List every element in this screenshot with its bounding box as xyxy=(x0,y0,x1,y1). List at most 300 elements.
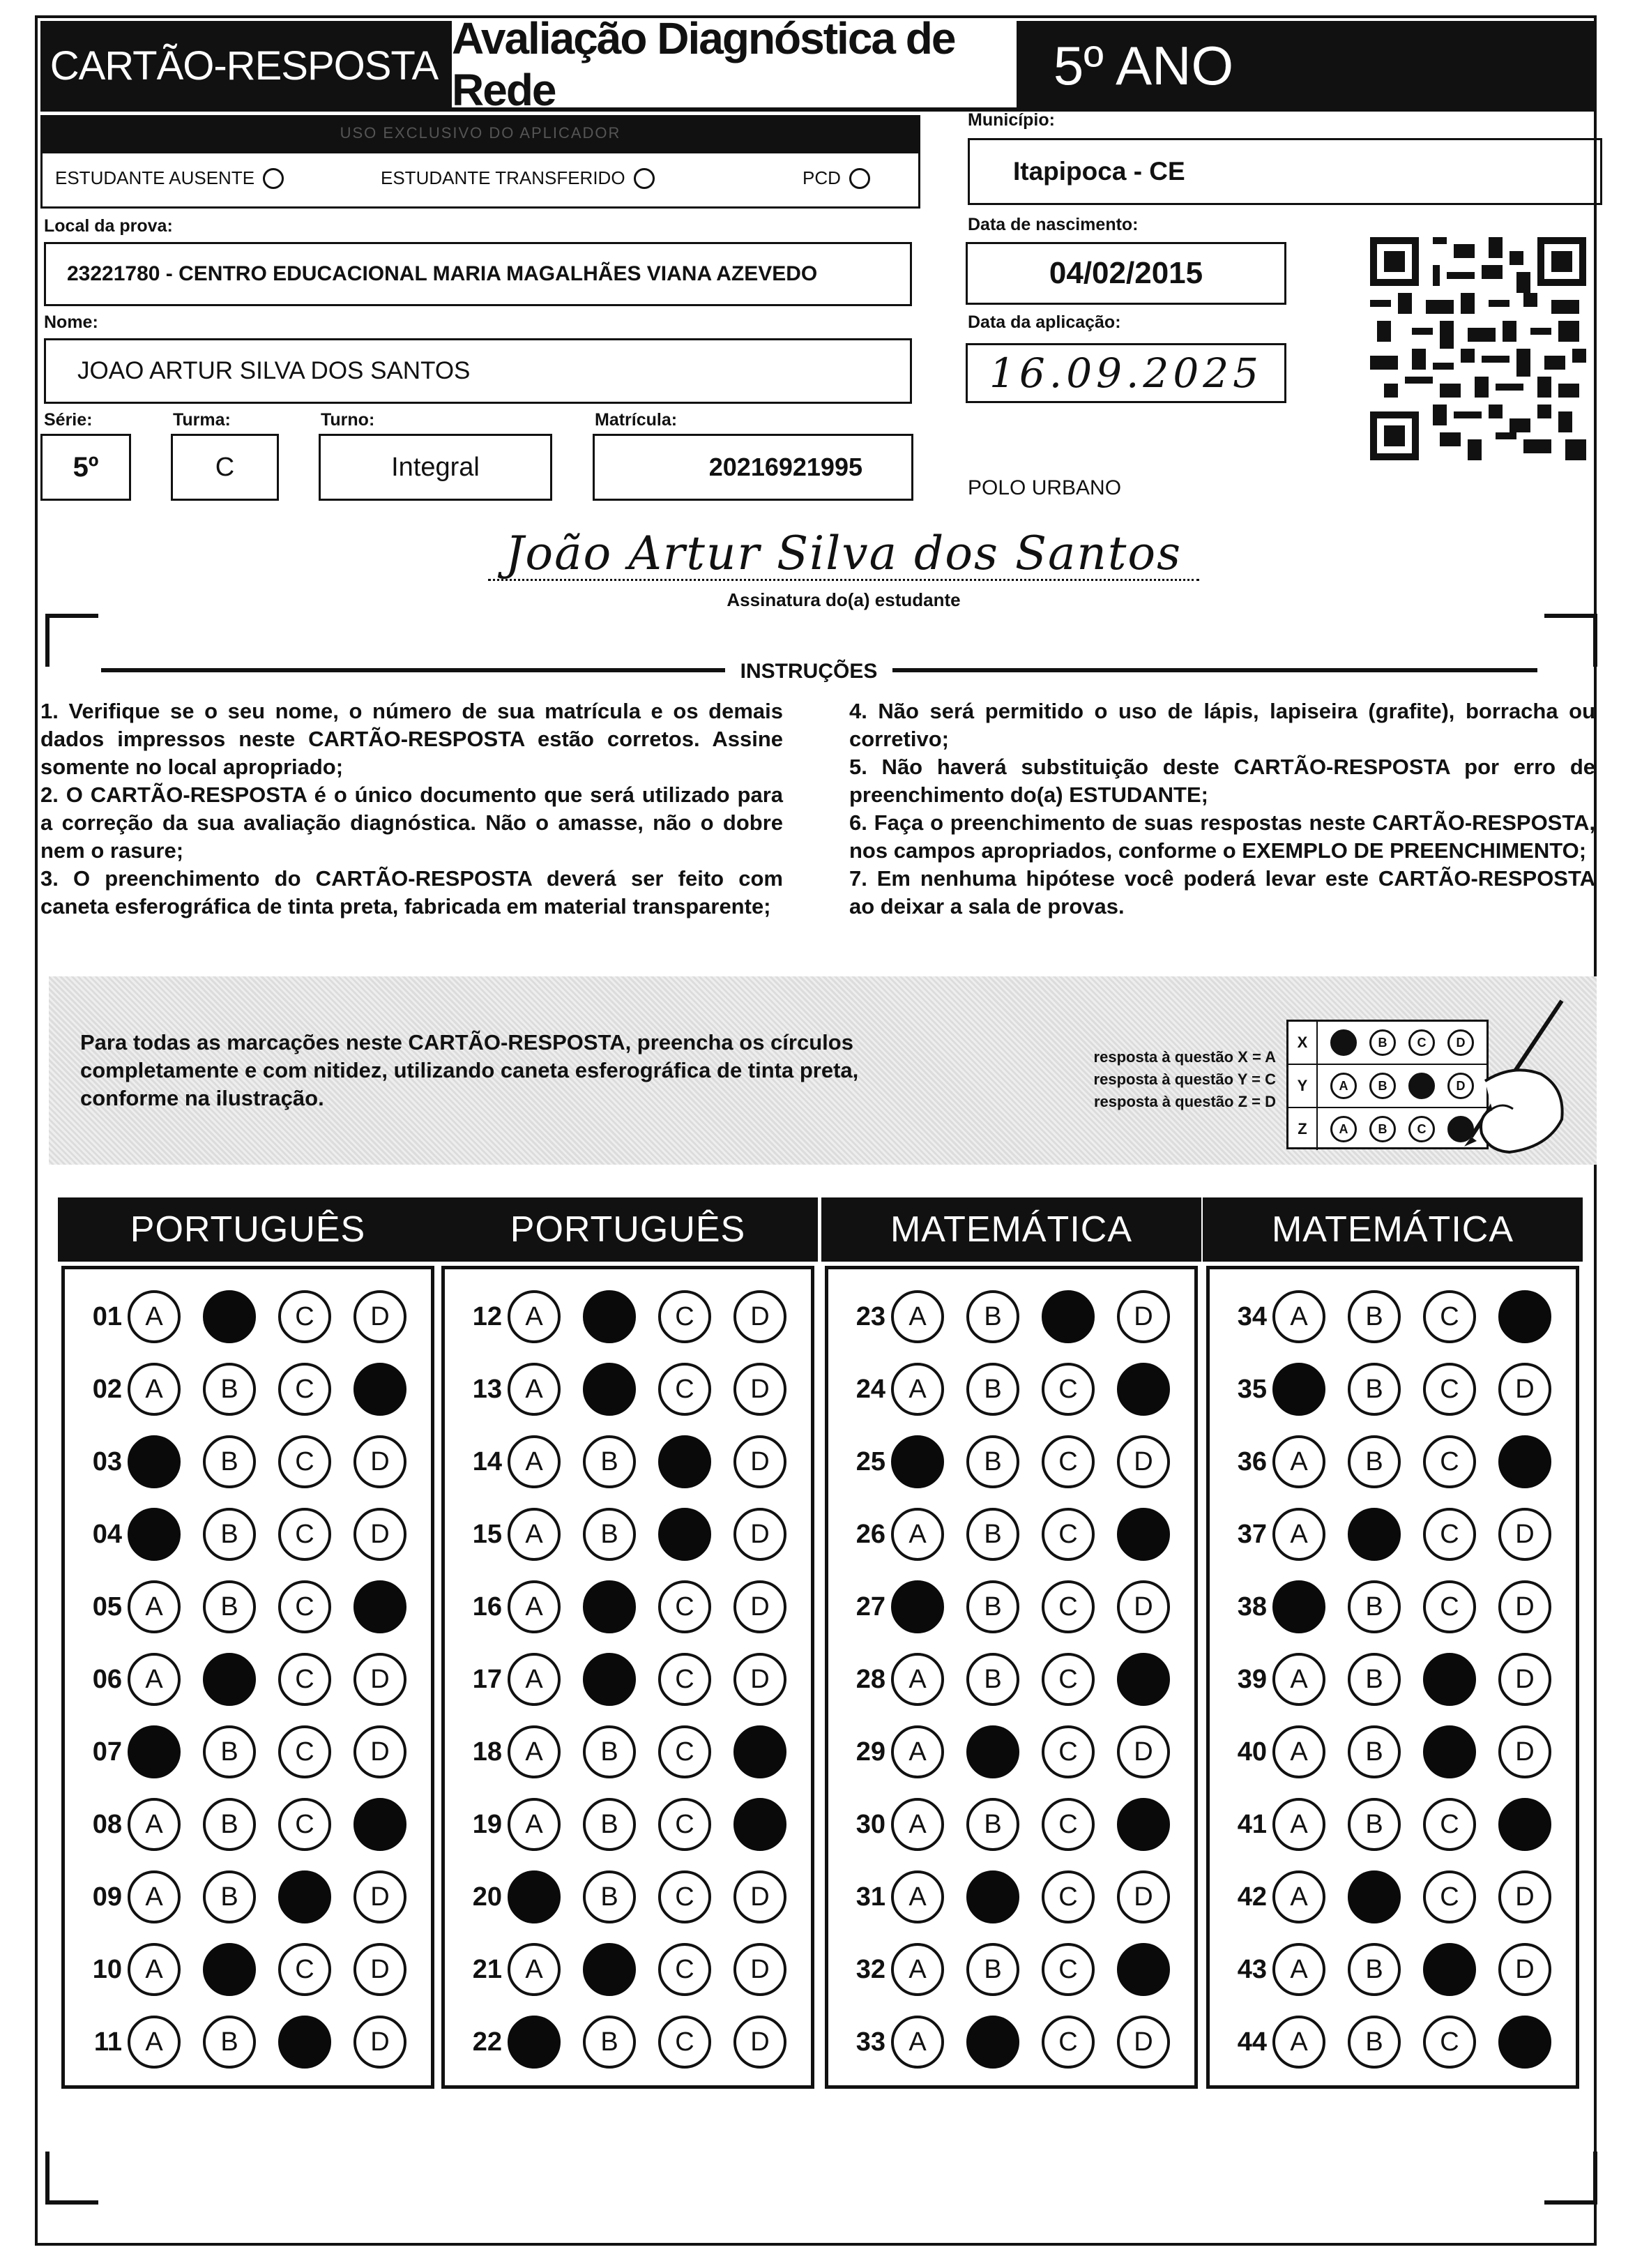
answer-bubble[interactable]: C xyxy=(1042,1508,1095,1561)
question-number: 12 xyxy=(472,1301,502,1331)
answer-column xyxy=(825,1266,1198,2089)
answer-bubble[interactable]: D xyxy=(733,1653,786,1706)
answer-bubble[interactable]: D xyxy=(1117,1580,1170,1633)
answer-bubble[interactable]: D xyxy=(1117,1725,1170,1778)
answer-bubble[interactable]: C xyxy=(278,1508,331,1561)
answer-bubble[interactable]: C xyxy=(278,1653,331,1706)
answer-bubble[interactable]: C xyxy=(1423,1580,1476,1633)
question-number: 20 xyxy=(472,1882,502,1912)
signature-area[interactable] xyxy=(488,517,1199,580)
answer-bubble-filled[interactable] xyxy=(658,1435,711,1488)
question-number: 15 xyxy=(472,1519,502,1549)
answer-bubble-filled[interactable] xyxy=(1423,1653,1476,1706)
question-number: 24 xyxy=(855,1374,885,1404)
exam-title: Avaliação Diagnóstica de Rede xyxy=(452,21,1017,107)
answer-bubble[interactable]: B xyxy=(966,1435,1019,1488)
enrollment-label: Matrícula: xyxy=(595,410,678,430)
subject-header: PORTUGUÊS xyxy=(438,1197,818,1262)
answer-bubble[interactable]: B xyxy=(966,1508,1019,1561)
question-number: 42 xyxy=(1237,1882,1267,1912)
transferred-radio[interactable] xyxy=(634,168,655,189)
answer-bubble[interactable]: D xyxy=(1498,1580,1551,1633)
answer-bubble[interactable]: A xyxy=(891,1653,944,1706)
question-number: 13 xyxy=(472,1374,502,1404)
answer-bubble[interactable]: D xyxy=(353,1725,406,1778)
answer-bubble[interactable]: B xyxy=(1348,1725,1401,1778)
answer-bubble[interactable]: A xyxy=(508,1435,561,1488)
question-number: 30 xyxy=(855,1809,885,1839)
example-row-label: X xyxy=(1288,1022,1318,1064)
answer-bubble[interactable]: B xyxy=(1348,1943,1401,1996)
subject-header: MATEMÁTICA xyxy=(1203,1197,1583,1262)
birth-date-value: 04/02/2015 xyxy=(1049,256,1203,290)
question-number: 39 xyxy=(1237,1664,1267,1694)
answer-bubble[interactable]: C xyxy=(1042,1653,1095,1706)
answer-bubble-filled[interactable] xyxy=(278,2016,331,2069)
question-row xyxy=(835,1798,1192,1851)
instruction-4: 4. Não será permitido o uso de lápis, lapiseira (grafite), borracha ou corretivo; xyxy=(849,699,1595,751)
example-bubble xyxy=(1330,1029,1357,1056)
answer-bubble-filled[interactable] xyxy=(583,1580,636,1633)
question-row xyxy=(835,1580,1192,1633)
instructions-title: INSTRUÇÕES xyxy=(725,660,892,683)
example-legend-z: resposta à questão Z = D xyxy=(1093,1093,1276,1110)
question-number: 08 xyxy=(92,1809,122,1839)
class-value: C xyxy=(215,452,235,482)
answer-bubble-filled[interactable] xyxy=(583,1290,636,1343)
answer-bubble[interactable]: A xyxy=(891,1508,944,1561)
example-bubble xyxy=(1408,1073,1435,1099)
answer-bubble[interactable]: C xyxy=(1423,1435,1476,1488)
answer-bubble[interactable]: B xyxy=(1348,2016,1401,2069)
answer-bubble[interactable]: D xyxy=(1498,1943,1551,1996)
answer-bubble-filled[interactable] xyxy=(1117,1798,1170,1851)
answer-bubble-filled[interactable] xyxy=(583,1653,636,1706)
answer-bubble-filled[interactable] xyxy=(128,1508,181,1561)
instructions-right xyxy=(849,697,1595,921)
question-number: 01 xyxy=(92,1301,122,1331)
answer-bubble[interactable]: B xyxy=(966,1290,1019,1343)
polo-label: POLO URBANO xyxy=(968,476,1122,499)
corner-mark-bottom-left xyxy=(45,2152,98,2205)
question-row xyxy=(452,1943,809,1996)
answer-bubble-filled[interactable] xyxy=(583,1363,636,1416)
pcd-option[interactable] xyxy=(803,167,870,189)
answer-bubble[interactable]: C xyxy=(278,1725,331,1778)
answer-bubble[interactable]: B xyxy=(1348,1290,1401,1343)
answer-bubble[interactable]: A xyxy=(508,1653,561,1706)
answer-bubble-filled[interactable] xyxy=(1348,1870,1401,1923)
answer-bubble[interactable]: C xyxy=(1423,1798,1476,1851)
answer-bubble[interactable]: C xyxy=(658,1870,711,1923)
question-row xyxy=(1217,1435,1574,1488)
answer-bubble[interactable]: B xyxy=(583,1508,636,1561)
question-row xyxy=(452,1870,809,1923)
answer-bubble[interactable]: C xyxy=(1042,1435,1095,1488)
answer-bubble-filled[interactable] xyxy=(966,2016,1019,2069)
question-row xyxy=(1217,1508,1574,1561)
hand-pen-icon xyxy=(1443,997,1569,1158)
birth-date-field xyxy=(966,242,1286,305)
transferred-option[interactable] xyxy=(381,167,655,189)
question-number: 29 xyxy=(855,1737,885,1767)
answer-bubble[interactable]: B xyxy=(583,1870,636,1923)
answer-bubble[interactable]: A xyxy=(891,1725,944,1778)
question-row xyxy=(1217,1798,1574,1851)
name-label: Nome: xyxy=(44,312,98,332)
answer-bubble[interactable]: D xyxy=(1498,1508,1551,1561)
question-number: 05 xyxy=(92,1592,122,1621)
question-row xyxy=(835,1363,1192,1416)
answer-bubble[interactable]: A xyxy=(891,1943,944,1996)
answer-bubble-filled[interactable] xyxy=(966,1725,1019,1778)
question-number: 17 xyxy=(472,1664,502,1694)
answer-bubble[interactable]: A xyxy=(508,1290,561,1343)
absent-radio[interactable] xyxy=(263,168,284,189)
answer-bubble[interactable]: C xyxy=(658,1653,711,1706)
question-row xyxy=(452,2016,809,2069)
question-number: 19 xyxy=(472,1809,502,1839)
answer-bubble[interactable]: D xyxy=(353,1508,406,1561)
question-row xyxy=(72,1798,429,1851)
answer-bubble[interactable]: C xyxy=(1423,1870,1476,1923)
answer-bubble[interactable]: A xyxy=(128,1580,181,1633)
answer-bubble[interactable]: A xyxy=(1272,1508,1325,1561)
question-number: 21 xyxy=(472,1954,502,1984)
instruction-6: 6. Faça o preenchimento de suas respostas neste CARTÃO-RESPOSTA, nos campos apropriados, conforme o EXEMPLO DE PREENCHIMENTO; xyxy=(849,810,1595,863)
answer-bubble[interactable]: C xyxy=(658,2016,711,2069)
handwritten-signature: João Artur Silva dos Santos xyxy=(505,527,1182,580)
answer-bubble[interactable]: A xyxy=(128,1870,181,1923)
answer-bubble-filled[interactable] xyxy=(1498,1435,1551,1488)
answer-bubble[interactable]: A xyxy=(1272,1798,1325,1851)
example-bubble: B xyxy=(1369,1029,1396,1056)
question-number: 16 xyxy=(472,1592,502,1621)
answer-bubble-filled[interactable] xyxy=(1423,1725,1476,1778)
answer-bubble[interactable]: B xyxy=(1348,1653,1401,1706)
pcd-radio[interactable] xyxy=(849,168,870,189)
answer-bubble-filled[interactable] xyxy=(966,1870,1019,1923)
answer-bubble-filled[interactable] xyxy=(128,1725,181,1778)
example-legend-y: resposta à questão Y = C xyxy=(1093,1071,1276,1088)
question-row xyxy=(72,1580,429,1633)
answer-bubble[interactable]: D xyxy=(353,1943,406,1996)
answer-bubble[interactable]: B xyxy=(203,1870,256,1923)
example-bubble: B xyxy=(1369,1073,1396,1099)
answer-bubble[interactable]: D xyxy=(1117,1435,1170,1488)
example-legend xyxy=(1018,1046,1276,1113)
applicator-status-box xyxy=(40,151,920,209)
answer-bubble-filled[interactable] xyxy=(353,1798,406,1851)
answer-bubble[interactable]: A xyxy=(1272,1290,1325,1343)
answer-bubble[interactable]: C xyxy=(1042,1580,1095,1633)
answer-bubble[interactable]: D xyxy=(1117,1870,1170,1923)
answer-column xyxy=(1206,1266,1579,2089)
answer-bubble[interactable]: D xyxy=(353,1653,406,1706)
answer-bubble-filled[interactable] xyxy=(203,1290,256,1343)
question-row xyxy=(452,1435,809,1488)
answer-bubble[interactable]: D xyxy=(353,2016,406,2069)
answer-bubble-filled[interactable] xyxy=(1042,1290,1095,1343)
question-number: 41 xyxy=(1237,1809,1267,1839)
answer-column xyxy=(441,1266,814,2089)
answer-bubble[interactable]: D xyxy=(1117,2016,1170,2069)
instruction-7: 7. Em nenhuma hipótese você poderá levar este CARTÃO-RESPOSTA ao deixar a sala de provas. xyxy=(849,866,1595,918)
question-row xyxy=(72,1290,429,1343)
answer-bubble-filled[interactable] xyxy=(353,1363,406,1416)
answer-bubble-filled[interactable] xyxy=(1117,1653,1170,1706)
answer-bubble-filled[interactable] xyxy=(1348,1508,1401,1561)
answer-bubble-filled[interactable] xyxy=(353,1580,406,1633)
absent-option[interactable] xyxy=(55,167,284,189)
name-field xyxy=(44,338,912,404)
answer-bubble[interactable]: A xyxy=(128,1290,181,1343)
answer-bubble[interactable]: C xyxy=(278,1363,331,1416)
answer-bubble-filled[interactable] xyxy=(203,1943,256,1996)
answer-bubble[interactable]: B xyxy=(203,1725,256,1778)
answer-bubble-filled[interactable] xyxy=(583,1943,636,1996)
shift-field xyxy=(319,434,552,501)
answer-bubble-filled[interactable] xyxy=(1117,1943,1170,1996)
answer-bubble-filled[interactable] xyxy=(1272,1580,1325,1633)
answer-bubble[interactable]: A xyxy=(891,1798,944,1851)
question-row xyxy=(1217,1943,1574,1996)
answer-bubble-filled[interactable] xyxy=(1498,1290,1551,1343)
grade-title: 5º ANO xyxy=(1053,34,1234,96)
answer-bubble-filled[interactable] xyxy=(1272,1363,1325,1416)
answer-bubble[interactable]: D xyxy=(1498,1725,1551,1778)
answer-bubble[interactable]: C xyxy=(658,1363,711,1416)
answer-bubble[interactable]: A xyxy=(1272,1653,1325,1706)
question-row xyxy=(1217,2016,1574,2069)
answer-bubble-filled[interactable] xyxy=(1498,1798,1551,1851)
answer-bubble[interactable]: C xyxy=(278,1435,331,1488)
transferred-label: ESTUDANTE TRANSFERIDO xyxy=(381,167,625,188)
answer-bubble[interactable]: B xyxy=(203,1435,256,1488)
answer-bubble[interactable]: C xyxy=(658,1290,711,1343)
answer-bubble[interactable]: C xyxy=(1042,1798,1095,1851)
answer-bubble[interactable]: A xyxy=(508,1943,561,1996)
question-number: 09 xyxy=(92,1882,122,1912)
question-row xyxy=(452,1580,809,1633)
signature-line xyxy=(488,579,1199,581)
answer-bubble[interactable]: A xyxy=(128,1798,181,1851)
answer-bubble[interactable]: C xyxy=(1042,1870,1095,1923)
answer-bubble[interactable]: B xyxy=(1348,1798,1401,1851)
answer-bubble[interactable]: D xyxy=(1498,1653,1551,1706)
answer-bubble-filled[interactable] xyxy=(891,1580,944,1633)
answer-bubble-filled[interactable] xyxy=(1498,2016,1551,2069)
question-number: 23 xyxy=(855,1301,885,1331)
answer-bubble[interactable]: B xyxy=(583,1435,636,1488)
question-number: 06 xyxy=(92,1664,122,1694)
question-number: 11 xyxy=(93,2027,122,2057)
answer-bubble[interactable]: B xyxy=(966,1798,1019,1851)
answer-bubble[interactable]: A xyxy=(891,1870,944,1923)
answer-bubble-filled[interactable] xyxy=(658,1508,711,1561)
answer-bubble-filled[interactable] xyxy=(733,1725,786,1778)
answer-bubble[interactable]: C xyxy=(278,1580,331,1633)
answer-column xyxy=(61,1266,434,2089)
question-row xyxy=(452,1798,809,1851)
answer-bubble-filled[interactable] xyxy=(508,1870,561,1923)
answer-bubble[interactable]: A xyxy=(1272,1943,1325,1996)
answer-bubble[interactable]: C xyxy=(1423,1290,1476,1343)
answer-bubble[interactable]: A xyxy=(891,1290,944,1343)
question-number: 02 xyxy=(92,1374,122,1404)
question-number: 10 xyxy=(92,1954,122,1984)
answer-bubble[interactable]: D xyxy=(733,1580,786,1633)
answer-bubble[interactable]: C xyxy=(1042,1363,1095,1416)
answer-bubble[interactable]: C xyxy=(658,1798,711,1851)
answer-bubble[interactable]: C xyxy=(1423,1363,1476,1416)
answer-bubble-filled[interactable] xyxy=(733,1798,786,1851)
corner-mark-bottom-right xyxy=(1544,2152,1597,2205)
pcd-label: PCD xyxy=(803,167,841,188)
answer-bubble-filled[interactable] xyxy=(891,1435,944,1488)
question-row xyxy=(72,1363,429,1416)
answer-bubble-filled[interactable] xyxy=(203,1653,256,1706)
answer-bubble[interactable]: A xyxy=(128,1363,181,1416)
question-number: 25 xyxy=(855,1446,885,1476)
answer-bubble[interactable]: C xyxy=(278,1943,331,1996)
answer-bubble[interactable]: D xyxy=(733,1508,786,1561)
signature-label: Assinatura do(a) estudante xyxy=(727,589,961,610)
answer-bubble[interactable]: A xyxy=(891,1363,944,1416)
instruction-1: 1. Verifique se o seu nome, o número de sua matrícula e os demais dados impressos neste CARTÃO-RESPOSTA estão corretos. Assine somente no local apropriado; xyxy=(40,699,783,779)
question-number: 22 xyxy=(472,2027,502,2057)
answer-bubble[interactable]: C xyxy=(1042,1725,1095,1778)
answer-bubble[interactable]: D xyxy=(733,2016,786,2069)
answer-bubble[interactable]: D xyxy=(733,1943,786,1996)
enrollment-field xyxy=(593,434,913,501)
instructions-left xyxy=(40,697,783,921)
example-bubble: A xyxy=(1330,1116,1357,1142)
answer-bubble[interactable]: D xyxy=(733,1435,786,1488)
answer-bubble[interactable]: C xyxy=(1423,2016,1476,2069)
answer-bubble[interactable]: D xyxy=(733,1870,786,1923)
answer-bubble[interactable]: B xyxy=(203,1580,256,1633)
answer-bubble-filled[interactable] xyxy=(128,1435,181,1488)
answer-bubble[interactable]: A xyxy=(128,1653,181,1706)
question-row xyxy=(72,1435,429,1488)
answer-bubble[interactable]: A xyxy=(1272,2016,1325,2069)
question-row xyxy=(835,1725,1192,1778)
question-number: 33 xyxy=(855,2027,885,2057)
question-number: 03 xyxy=(92,1446,122,1476)
answer-bubble[interactable]: B xyxy=(583,1725,636,1778)
answer-bubble[interactable]: A xyxy=(508,1508,561,1561)
answer-bubble[interactable]: C xyxy=(1042,1943,1095,1996)
question-number: 34 xyxy=(1237,1301,1267,1331)
answer-bubble[interactable]: B xyxy=(203,1798,256,1851)
answer-bubble[interactable]: C xyxy=(1042,2016,1095,2069)
answer-bubble[interactable]: A xyxy=(128,1943,181,1996)
question-row xyxy=(1217,1870,1574,1923)
question-row xyxy=(835,1290,1192,1343)
answer-bubble[interactable]: B xyxy=(583,2016,636,2069)
answer-bubble-filled[interactable] xyxy=(1117,1508,1170,1561)
answer-bubble[interactable]: C xyxy=(278,1798,331,1851)
answer-bubble[interactable]: B xyxy=(203,2016,256,2069)
application-date-label: Data da aplicação: xyxy=(968,312,1121,332)
answer-bubble[interactable]: A xyxy=(508,1363,561,1416)
municipality-field xyxy=(968,138,1602,205)
answer-bubble[interactable]: C xyxy=(278,1290,331,1343)
answer-bubble[interactable]: B xyxy=(1348,1580,1401,1633)
answer-bubble-filled[interactable] xyxy=(278,1870,331,1923)
question-number: 44 xyxy=(1237,2027,1267,2057)
example-bubble: D xyxy=(1447,1029,1474,1056)
question-number: 36 xyxy=(1237,1446,1267,1476)
question-row xyxy=(452,1508,809,1561)
subject-header: PORTUGUÊS xyxy=(58,1197,438,1262)
answer-bubble[interactable]: D xyxy=(1498,1363,1551,1416)
answer-bubble[interactable]: A xyxy=(508,1798,561,1851)
answer-bubble[interactable]: A xyxy=(891,2016,944,2069)
question-number: 32 xyxy=(855,1954,885,1984)
question-number: 43 xyxy=(1237,1954,1267,1984)
answer-bubble[interactable]: C xyxy=(1423,1508,1476,1561)
example-row-label: Z xyxy=(1288,1108,1318,1150)
answer-bubble[interactable]: C xyxy=(658,1580,711,1633)
name-value: JOAO ARTUR SILVA DOS SANTOS xyxy=(77,357,471,384)
answer-bubble-filled[interactable] xyxy=(508,2016,561,2069)
absent-label: ESTUDANTE AUSENTE xyxy=(55,167,255,188)
answer-bubble[interactable]: B xyxy=(966,1580,1019,1633)
answer-bubble[interactable]: B xyxy=(1348,1435,1401,1488)
answer-bubble[interactable]: A xyxy=(508,1725,561,1778)
answer-bubble[interactable]: D xyxy=(353,1290,406,1343)
question-row xyxy=(452,1363,809,1416)
answer-bubble[interactable]: D xyxy=(1498,1870,1551,1923)
example-bubble: A xyxy=(1330,1073,1357,1099)
question-row xyxy=(1217,1653,1574,1706)
question-row xyxy=(1217,1580,1574,1633)
example-legend-x: resposta à questão X = A xyxy=(1093,1048,1276,1066)
question-number: 28 xyxy=(855,1664,885,1694)
answer-bubble[interactable]: A xyxy=(1272,1870,1325,1923)
example-text: Para todas as marcações neste CARTÃO-RESPOSTA, preencha os círculos completamente e com nitidez, utilizando caneta esferográfica de tinta preta, conforme na ilustração. xyxy=(80,1030,859,1110)
answer-bubble[interactable]: B xyxy=(966,1363,1019,1416)
answer-bubble[interactable]: D xyxy=(353,1435,406,1488)
answer-bubble[interactable]: B xyxy=(203,1363,256,1416)
answer-bubble[interactable]: D xyxy=(733,1290,786,1343)
answer-bubble[interactable]: A xyxy=(1272,1435,1325,1488)
answer-bubble[interactable]: B xyxy=(583,1798,636,1851)
answer-bubble[interactable]: D xyxy=(733,1363,786,1416)
answer-bubble-filled[interactable] xyxy=(1117,1363,1170,1416)
answer-bubble[interactable]: B xyxy=(1348,1363,1401,1416)
answer-bubble[interactable]: A xyxy=(508,1580,561,1633)
answer-bubble[interactable]: C xyxy=(658,1943,711,1996)
answer-bubble[interactable]: C xyxy=(658,1725,711,1778)
answer-bubble-filled[interactable] xyxy=(1423,1943,1476,1996)
answer-bubble[interactable]: B xyxy=(966,1653,1019,1706)
example-bubble: B xyxy=(1369,1116,1396,1142)
question-row xyxy=(72,1943,429,1996)
answer-bubble[interactable]: D xyxy=(1117,1290,1170,1343)
application-date-field[interactable] xyxy=(966,343,1286,403)
answer-bubble[interactable]: B xyxy=(966,1943,1019,1996)
answer-bubble[interactable]: A xyxy=(1272,1725,1325,1778)
location-value: 23221780 - CENTRO EDUCACIONAL MARIA MAGALHÃES VIANA AZEVEDO xyxy=(67,262,818,285)
question-row xyxy=(835,2016,1192,2069)
answer-bubble[interactable]: A xyxy=(128,2016,181,2069)
class-label: Turma: xyxy=(173,410,231,430)
answer-bubble[interactable]: D xyxy=(353,1870,406,1923)
answer-bubble[interactable]: B xyxy=(203,1508,256,1561)
